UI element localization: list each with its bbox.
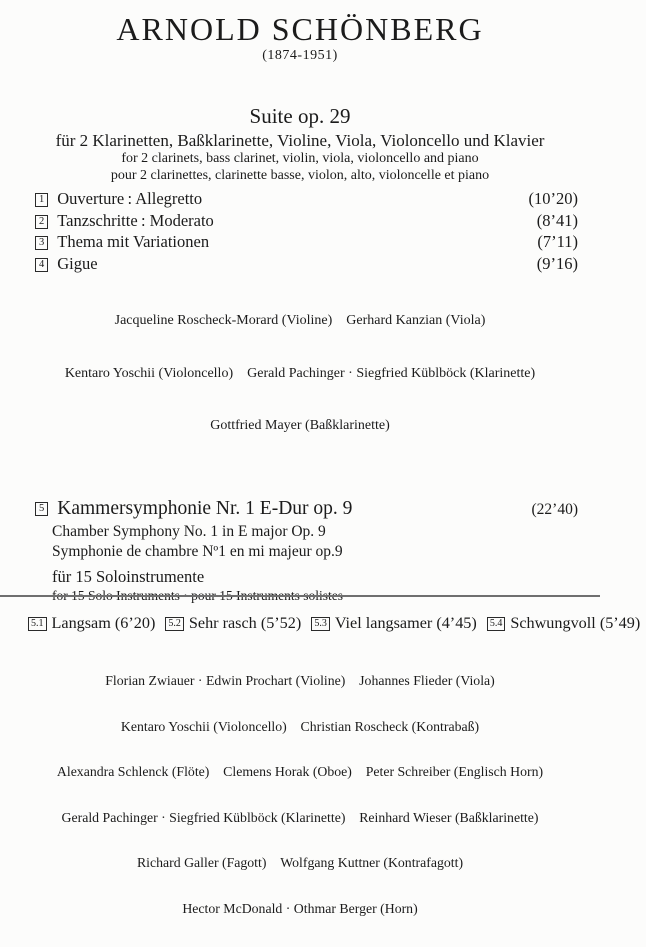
track-title: Ouverture : Allegretto: [57, 189, 203, 208]
performers-line: Hector McDonald · Othmar Berger (Horn): [182, 900, 418, 916]
symphony-instrumentation-german: für 15 Soloinstrumente: [52, 566, 205, 586]
performers-line: Gerald Pachinger · Siegfried Küblböck (Klarinette) Reinhard Wieser (Baßklarinette): [61, 809, 539, 825]
symphony-title: Kammersymphonie Nr. 1 E-Dur op. 9: [57, 497, 353, 519]
track-row: [35, 210, 578, 232]
header: [0, 0, 600, 64]
movement-number-box: 5.1: [28, 617, 47, 631]
performers-line: Richard Galler (Fagott) Wolfgang Kuttner (Kontrafagott): [136, 855, 464, 871]
suite-instrumentation-german: für 2 Klarinetten, Baßklarinette, Violine, Viola, Violoncello und Klavier: [55, 131, 545, 150]
track-number-box: 3: [35, 236, 48, 250]
suite-instrumentation-english: for 2 clarinets, bass clarinet, violin, viola, violoncello and piano: [121, 151, 479, 166]
track-title: Tanzschritte : Moderato: [57, 210, 214, 230]
track-duration: (7’11): [537, 232, 578, 251]
suite-title: Suite op. 29: [249, 104, 351, 128]
track-title: Gigue: [57, 253, 98, 273]
symphony-heading: [35, 497, 578, 522]
symphony-performers: [0, 643, 600, 947]
track-duration: (10’20): [528, 189, 578, 208]
symphony-title-french: Symphonie de chambre Nº1 en mi majeur op.9: [52, 542, 343, 560]
movement-duration: (5’49): [599, 613, 641, 632]
movement-title: Schwungvoll: [510, 613, 596, 632]
suite-instrumentation-french: pour 2 clarinettes, clarinette basse, violon, alto, violoncelle et piano: [110, 167, 490, 183]
track-row: [35, 231, 578, 253]
track-number-box: 1: [35, 193, 48, 207]
movement-title: Viel langsamer: [334, 613, 433, 632]
track-title: Thema mit Variationen: [57, 232, 210, 251]
performers-line: Florian Zwiauer · Edwin Prochart (Violine) Johannes Flieder (Viola): [105, 672, 495, 688]
track-row: [35, 188, 578, 210]
performers-line: Alexandra Schlenck (Flöte) Clemens Horak (Oboe) Peter Schreiber (Englisch Horn): [56, 764, 544, 780]
symphony-section: [0, 497, 641, 633]
movement-number-box: 5.2: [165, 617, 184, 631]
composer-name: ARNOLD SCHÖNBERG: [116, 11, 484, 47]
performers-line: Kentaro Yoschii (Violoncello) Gerald Pachinger · Siegfried Küblböck (Klarinette): [64, 365, 536, 381]
movement-duration: (6’20): [114, 613, 156, 632]
movement-title: Langsam: [51, 613, 111, 632]
movement-item: [28, 614, 155, 632]
performers-line: Kentaro Yoschii (Violoncello) Christian Roscheck (Kontrabaß): [120, 718, 480, 734]
movement-item: [311, 614, 476, 632]
movement-duration: (5’52): [260, 613, 302, 632]
performers-line: Gottfried Mayer (Baßklarinette): [210, 418, 390, 433]
track-number-box: 4: [35, 258, 48, 272]
movement-item: [165, 614, 301, 632]
symphony-duration: (22’40): [531, 500, 578, 518]
bottom-divider: [0, 595, 600, 597]
symphony-title-english: Chamber Symphony No. 1 in E major Op. 9: [52, 522, 326, 540]
suite-performers: [0, 277, 600, 470]
movement-duration: (4’45): [436, 613, 477, 632]
track-duration: (9’16): [536, 253, 578, 273]
suite-track-list: [0, 188, 600, 274]
movement-number-box: 5.4: [487, 617, 506, 631]
movement-number-box: 5.3: [311, 617, 330, 631]
movement-title: Sehr rasch: [188, 613, 257, 632]
track-row: [35, 253, 578, 275]
suite-header: [0, 104, 600, 184]
performers-line: Jacqueline Roscheck-Morard (Violine) Gerhard Kanzian (Viola): [114, 313, 486, 328]
movement-item: [487, 614, 640, 632]
track-duration: (8’41): [536, 210, 578, 230]
track-number-box: 5: [35, 502, 48, 516]
symphony-movement-list: [28, 613, 641, 633]
track-number-box: 2: [35, 215, 48, 229]
composer-dates: (1874-1951): [262, 48, 338, 63]
